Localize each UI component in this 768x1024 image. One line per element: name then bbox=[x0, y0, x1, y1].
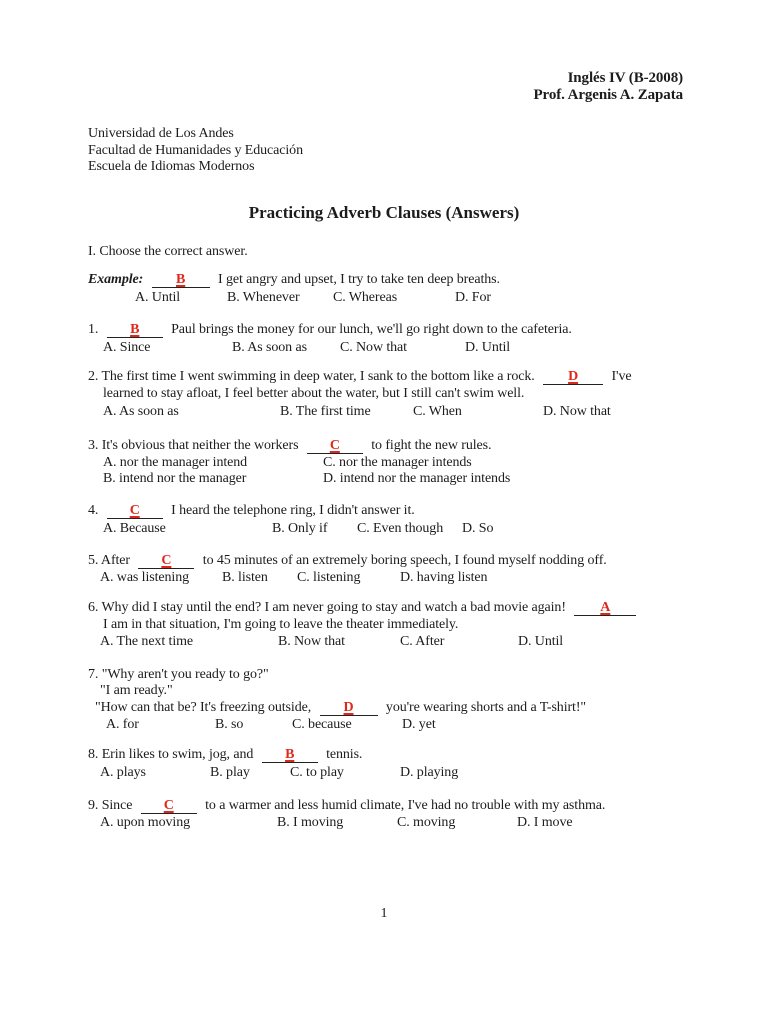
option-d: D. Until bbox=[465, 340, 511, 355]
question-9-options bbox=[0, 815, 768, 832]
example-text: I get angry and upset, I try to take ten deep breaths. bbox=[218, 272, 500, 287]
option-c: C. nor the manager intends bbox=[323, 455, 472, 470]
question-7-stem-line1: 7. "Why aren't you ready to go?" bbox=[88, 667, 269, 682]
option-d: D. So bbox=[462, 521, 494, 536]
question-text: 5. After bbox=[88, 553, 130, 568]
option-c: C. Now that bbox=[340, 340, 407, 355]
example-options bbox=[0, 290, 768, 307]
question-8-stem bbox=[88, 747, 362, 763]
example-label: Example: bbox=[88, 272, 144, 287]
question-2-options bbox=[0, 404, 768, 421]
option-d: D. yet bbox=[402, 717, 436, 732]
option-b: B. Whenever bbox=[227, 290, 300, 305]
question-8-options bbox=[0, 765, 768, 782]
answer-blank bbox=[107, 503, 163, 519]
answer-letter: B bbox=[285, 747, 295, 762]
question-1-stem bbox=[88, 322, 572, 338]
question-number: 1. bbox=[88, 322, 99, 337]
option-c: C. to play bbox=[290, 765, 344, 780]
answer-letter: C bbox=[161, 553, 172, 568]
question-text: Paul brings the money for our lunch, we'll go right down to the cafeteria. bbox=[171, 322, 572, 337]
answer-blank bbox=[138, 553, 194, 569]
question-3-options-row2 bbox=[0, 471, 768, 488]
answer-blank bbox=[152, 272, 210, 288]
option-b: B. play bbox=[210, 765, 250, 780]
option-b: B. Only if bbox=[272, 521, 328, 536]
option-a: A. was listening bbox=[100, 570, 190, 585]
answer-letter: B bbox=[175, 272, 186, 287]
option-a: A. As soon as bbox=[103, 404, 179, 419]
option-b: B. listen bbox=[222, 570, 268, 585]
answer-letter: C bbox=[129, 503, 140, 518]
question-6-stem bbox=[88, 600, 641, 616]
question-5-stem bbox=[88, 553, 607, 569]
answer-blank bbox=[107, 322, 163, 338]
option-c: C. Even though bbox=[357, 521, 444, 536]
option-a: A. for bbox=[106, 717, 139, 732]
answer-blank bbox=[141, 798, 197, 814]
option-b: B. The first time bbox=[280, 404, 371, 419]
question-number: 4. bbox=[88, 503, 99, 518]
institution-faculty: Facultad de Humanidades y Educación bbox=[88, 142, 303, 158]
option-b: B. so bbox=[215, 717, 244, 732]
question-text: I've bbox=[611, 369, 632, 384]
answer-letter: D bbox=[343, 700, 354, 715]
question-7-options bbox=[0, 717, 768, 734]
answer-letter: D bbox=[568, 369, 579, 384]
question-4-options bbox=[0, 521, 768, 538]
course-name: Inglés IV (B-2008) bbox=[567, 70, 683, 86]
answer-blank bbox=[574, 600, 636, 616]
option-d: D. I move bbox=[517, 815, 573, 830]
answer-blank bbox=[320, 700, 378, 716]
answer-letter: A bbox=[600, 600, 611, 615]
question-text: 8. Erin likes to swim, jog, and bbox=[88, 747, 254, 762]
question-text: tennis. bbox=[326, 747, 363, 762]
question-text: to a warmer and less humid climate, I've had no trouble with my asthma. bbox=[205, 798, 606, 813]
option-c: C. When bbox=[413, 404, 462, 419]
option-d: D. Now that bbox=[543, 404, 611, 419]
option-a: A. Since bbox=[103, 340, 151, 355]
question-3-stem bbox=[88, 438, 491, 454]
question-9-stem bbox=[88, 798, 605, 814]
section-heading: I. Choose the correct answer. bbox=[88, 244, 248, 259]
example-stem bbox=[88, 272, 500, 288]
question-text: 9. Since bbox=[88, 798, 133, 813]
question-text: 2. The first time I went swimming in deep water, I sank to the bottom like a rock. bbox=[88, 369, 535, 384]
question-6-options bbox=[0, 634, 768, 651]
question-2-stem-line2: learned to stay afloat, I feel better about the water, but I still can't swim well. bbox=[103, 386, 525, 401]
question-text: I heard the telephone ring, I didn't answer it. bbox=[171, 503, 415, 518]
page-number: 1 bbox=[380, 906, 388, 921]
course-header bbox=[533, 70, 683, 104]
question-1-options bbox=[0, 340, 768, 357]
option-b: B. As soon as bbox=[232, 340, 307, 355]
answer-letter: B bbox=[130, 322, 140, 337]
answer-letter: C bbox=[329, 438, 340, 453]
answer-blank bbox=[262, 747, 318, 763]
option-a: A. Until bbox=[135, 290, 181, 305]
question-6-stem-line2: I am in that situation, I'm going to leave the theater immediately. bbox=[103, 617, 459, 632]
option-b: B. Now that bbox=[278, 634, 345, 649]
question-4-stem bbox=[88, 503, 415, 519]
question-text: "How can that be? It's freezing outside, bbox=[95, 700, 312, 715]
option-d: D. Until bbox=[518, 634, 564, 649]
option-a: A. plays bbox=[100, 765, 146, 780]
answer-blank bbox=[307, 438, 363, 454]
question-text: 3. It's obvious that neither the workers bbox=[88, 438, 299, 453]
option-b: B. I moving bbox=[277, 815, 344, 830]
option-b: B. intend nor the manager bbox=[103, 471, 247, 486]
option-c: C. because bbox=[292, 717, 352, 732]
question-text: to 45 minutes of an extremely boring speech, I found myself nodding off. bbox=[202, 553, 607, 568]
question-3-options-row1 bbox=[0, 455, 768, 472]
option-a: A. upon moving bbox=[100, 815, 190, 830]
question-text: to fight the new rules. bbox=[371, 438, 492, 453]
question-7-stem-line3 bbox=[95, 700, 586, 716]
option-c: C. listening bbox=[297, 570, 361, 585]
document-title: Practicing Adverb Clauses (Answers) bbox=[248, 203, 520, 222]
question-5-options bbox=[0, 570, 768, 587]
option-a: A. Because bbox=[103, 521, 166, 536]
option-d: D. having listen bbox=[400, 570, 488, 585]
answer-blank bbox=[543, 369, 603, 385]
question-text: you're wearing shorts and a T-shirt!" bbox=[385, 700, 587, 715]
option-c: C. Whereas bbox=[333, 290, 398, 305]
option-a: A. nor the manager intend bbox=[103, 455, 248, 470]
question-7-stem-line2: "I am ready." bbox=[100, 683, 173, 698]
option-d: D. playing bbox=[400, 765, 459, 780]
answer-letter: C bbox=[163, 798, 174, 813]
option-d: D. intend nor the manager intends bbox=[323, 471, 511, 486]
option-a: A. The next time bbox=[100, 634, 194, 649]
option-c: C. After bbox=[400, 634, 445, 649]
question-2-stem bbox=[88, 369, 631, 385]
question-text: 6. Why did I stay until the end? I am never going to stay and watch a bad movie again! bbox=[88, 600, 566, 615]
institution-block bbox=[88, 126, 303, 176]
option-d: D. For bbox=[455, 290, 491, 305]
institution-school: Escuela de Idiomas Modernos bbox=[88, 159, 255, 174]
option-c: C. moving bbox=[397, 815, 456, 830]
professor-name: Prof. Argenis A. Zapata bbox=[533, 87, 683, 103]
institution-university: Universidad de Los Andes bbox=[88, 126, 234, 141]
